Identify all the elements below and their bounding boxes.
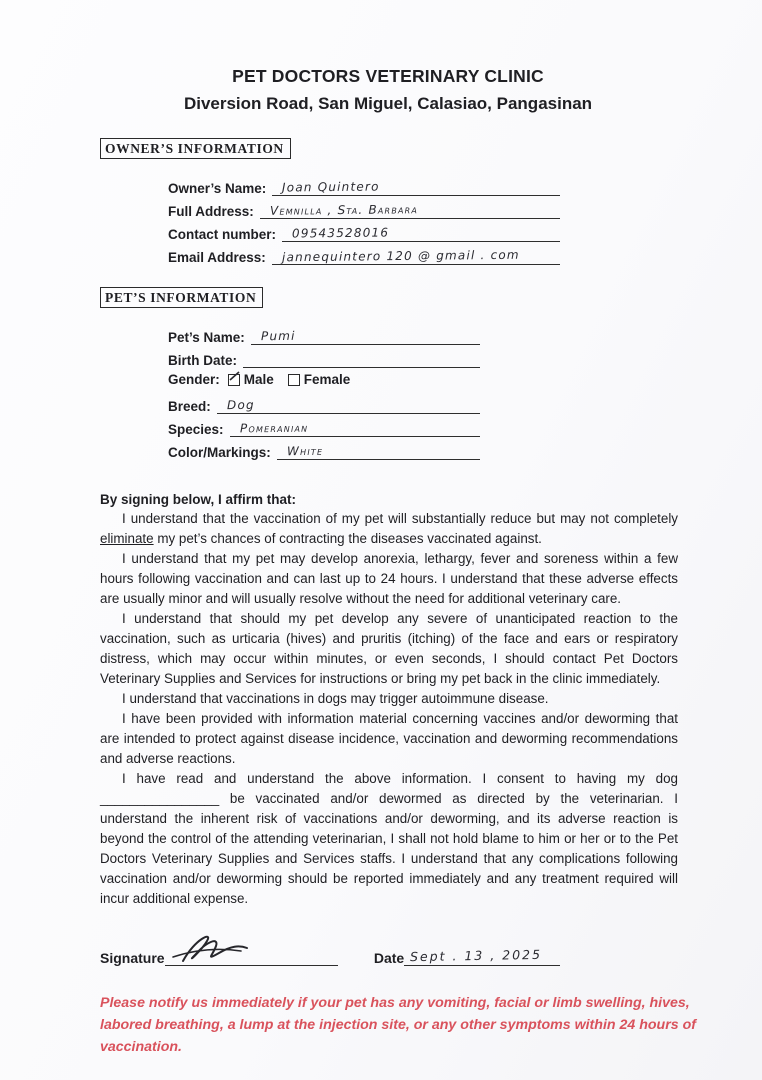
owner-fields	[168, 173, 560, 265]
signature-line	[165, 943, 338, 966]
clinic-address: Diversion Road, San Miguel, Calasiao, Pangasinan	[183, 94, 593, 113]
breed-line	[217, 394, 480, 414]
owner-name-line	[272, 176, 560, 196]
signature-scribble	[169, 929, 299, 971]
pet-name-line	[251, 325, 480, 345]
color-markings-line	[277, 440, 480, 460]
contact-number-line	[282, 222, 560, 242]
affirmation-section	[100, 492, 678, 909]
signature-row	[100, 943, 560, 966]
affirmation-paragraph: I understand that vaccinations in dogs may trigger autoimmune disease.	[122, 691, 549, 706]
full-address-line	[260, 199, 560, 219]
birth-date-row	[168, 345, 480, 368]
affirmation-paragraph: I have read and understand the above information. I consent to having my dog ________________ be vaccinated and/or dewormed as directed by the veterinarian. I understand the inherent risk of vaccinations and/or deworming, and its adverse reaction is beyond the control of the attending veterinarian, I shall not hold blame to him or her or to the Pet Doctors Veterinary Supplies and Services staffs. I understand that any complications following vaccination and/or deworming should be reported immediately and any treatment required will incur additional expense.	[100, 771, 678, 906]
affirmation-paragraph: I understand that should my pet develop any severe of unanticipated reaction to the vaccination, such as urticaria (hives) and pruritis (itching) of the face and ears or respiratory distress, which may occur within minutes, or even seconds, I should contact Pet Doctors Veterinary Supplies and Services for instructions or bring my pet back in the clinic immediately.	[100, 611, 678, 686]
red-notice-text: Please notify us immediately if your pet has any vomiting, facial or limb swelling, hives, labored breathing, a lump at the injection site, or any other symptoms within 24 hours of vaccination.	[100, 995, 696, 1055]
clinic-title: PET DOCTORS VETERINARY CLINIC	[232, 66, 544, 86]
pet-name-label: Pet’s Name:	[168, 330, 245, 345]
species-handwriting: Pomeranian	[239, 420, 308, 436]
form-header	[100, 66, 676, 114]
affirmation-paragraph: I understand that my pet may develop anorexia, lethargy, fever and soreness within a few hours following vaccination and can last up to 24 hours. I understand that these adverse effects are usually minor and will usually resolve without the need for additional veterinary care.	[100, 551, 678, 606]
full-address-handwriting: Vemnilla , Sta. Barbara	[269, 202, 418, 218]
birth-date-label: Birth Date:	[168, 353, 238, 368]
affirmation-paragraph: I have been provided with information material concerning vaccines and/or deworming that are intended to protect against disease incidence, vaccination and deworming recommendations and adverse reactions.	[100, 711, 678, 766]
pet-name-row	[168, 322, 480, 345]
owner-name-label: Owner’s Name:	[168, 181, 267, 196]
contact-number-label: Contact number:	[168, 227, 276, 242]
birth-date-line	[243, 348, 480, 368]
affirmation-heading: By signing below, I affirm that:	[100, 492, 297, 507]
pet-fields	[168, 322, 480, 460]
color-markings-handwriting: White	[286, 443, 324, 459]
owner-name-handwriting: Joan Quintero	[282, 179, 380, 195]
owner-information-heading: OWNER’S INFORMATION	[100, 138, 291, 159]
color-markings-label: Color/Markings:	[168, 445, 271, 460]
affirmation-paragraphs	[100, 509, 678, 909]
female-label: Female	[303, 372, 351, 387]
date-label: Date	[373, 950, 405, 966]
female-checkbox	[288, 374, 300, 386]
male-checkbox	[228, 374, 240, 386]
species-row	[168, 414, 480, 437]
gender-row	[168, 368, 480, 391]
owner-name-row	[168, 173, 560, 196]
date-line	[404, 943, 560, 966]
date-handwriting: Sept . 13 , 2025	[410, 946, 543, 965]
breed-handwriting: Dog	[226, 397, 255, 413]
pet-information-heading: PET’S INFORMATION	[100, 287, 263, 308]
contact-number-handwriting: 09543528016	[291, 225, 390, 241]
email-address-label: Email Address:	[168, 250, 266, 265]
signature-label: Signature	[100, 950, 165, 966]
full-address-row	[168, 196, 560, 219]
male-check-mark	[227, 368, 243, 384]
breed-row	[168, 391, 480, 414]
email-address-line	[272, 245, 560, 265]
male-label: Male	[243, 372, 274, 387]
contact-number-row	[168, 219, 560, 242]
email-address-handwriting: jannequintero 120 @ gmail . com	[281, 247, 520, 265]
gender-label: Gender:	[168, 372, 220, 387]
species-line	[230, 417, 480, 437]
species-label: Species:	[168, 422, 224, 437]
affirmation-paragraph: I understand that the vaccination of my pet will substantially reduce but may not completely eliminate my pet’s chances of contracting the diseases vaccinated against.	[100, 511, 678, 546]
email-address-row	[168, 242, 560, 265]
pet-name-handwriting: Pumi	[260, 328, 296, 344]
full-address-label: Full Address:	[168, 204, 254, 219]
color-markings-row	[168, 437, 480, 460]
breed-label: Breed:	[168, 399, 211, 414]
